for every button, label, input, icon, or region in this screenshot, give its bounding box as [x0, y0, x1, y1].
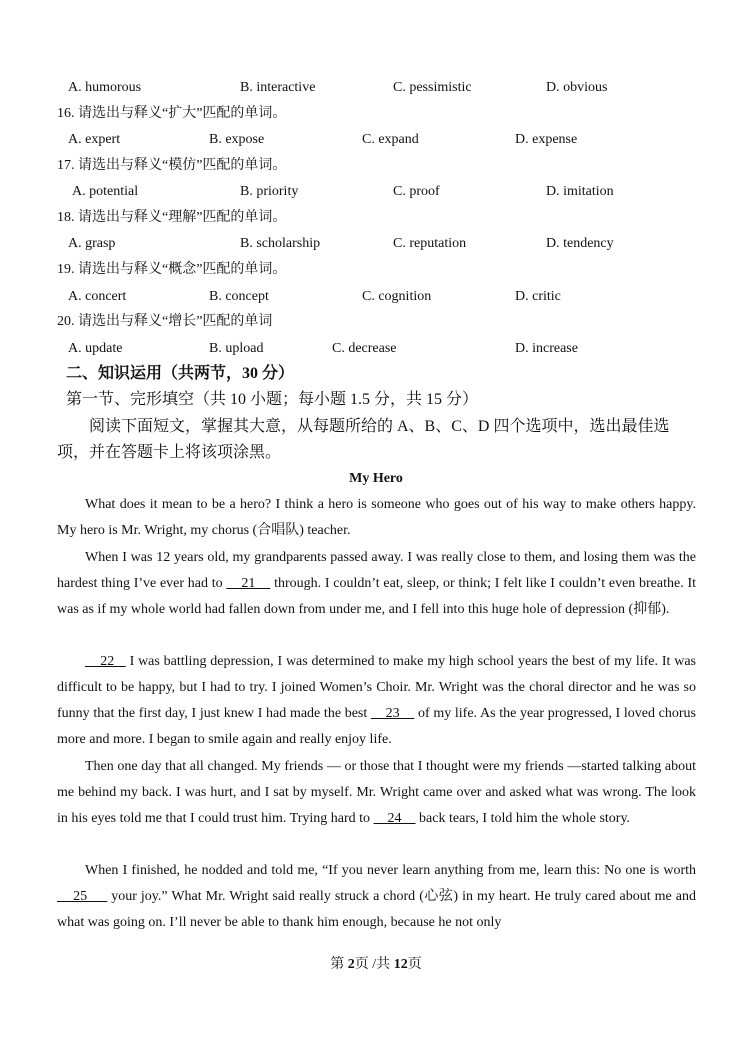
q18-option-a: A. grasp: [68, 236, 116, 251]
footer-middle: 页 /共: [354, 957, 394, 972]
q17-stem: 17. 请选出与释义“模仿”匹配的单词。: [57, 158, 287, 173]
page-footer: [0, 956, 752, 974]
q20-option-d: D. increase: [515, 341, 578, 356]
q19-option-d: D. critic: [515, 289, 561, 304]
section-heading: 二、知识运用（共两节，30 分）: [66, 365, 295, 382]
q18-stem: 18. 请选出与释义“理解”匹配的单词。: [57, 210, 287, 225]
blank-25: 25: [57, 889, 108, 904]
paragraph-text: Then one day that all changed. My friends — or those that I thought were my friends —started talking about me behind my back. I was hurt, and I sat by myself. Mr. Wright came over and asked what was wrong. The look in his eyes told me that I could trust him. Trying hard to: [57, 759, 696, 826]
paragraph-text: back tears, I told him the whole story.: [415, 811, 631, 826]
passage-paragraph-5: [57, 858, 696, 936]
q16-option-b: B. expose: [209, 132, 265, 147]
passage-paragraph-1: What does it mean to be a hero? I think a hero is someone who goes out of his way to make others happy. My hero is Mr. Wright, my chorus (合唱队) teacher.: [57, 497, 696, 538]
q15-option-c: C. pessimistic: [393, 80, 472, 95]
footer-total-pages: 12: [393, 957, 408, 972]
q18-option-c: C. reputation: [393, 236, 467, 251]
q20-option-b: B. upload: [209, 341, 264, 356]
footer-prefix: 第: [330, 957, 348, 972]
q16-option-c: C. expand: [362, 132, 419, 147]
q19-option-c: C. cognition: [362, 289, 432, 304]
q17-option-d: D. imitation: [546, 184, 614, 199]
q16-option-d: D. expense: [515, 132, 578, 147]
part-one-heading: 第一节、完形填空（共 10 小题；每小题 1.5 分，共 15 分）: [66, 391, 479, 408]
paragraph-text: I was battling depression, I was determined to make my high school years the best of my life. It was difficult to be happy, but I had to try. I joined Women’s Choir. Mr. Wright was the choral director and he was so funny that the first day, I just knew I had made the best: [57, 654, 696, 721]
cloze-instructions: 阅读下面短文，掌握其大意，从每题所给的 A、B、C、D 四个选项中，选出最佳选项，并在答题卡上将该项涂黑。: [57, 418, 670, 461]
q20-stem: 20. 请选出与释义“增长”匹配的单词: [57, 314, 273, 329]
blank-21: 21: [226, 576, 271, 591]
q16-stem: 16. 请选出与释义“扩大”匹配的单词。: [57, 106, 287, 121]
paragraph-text: When I finished, he nodded and told me, “If you never learn anything from me, learn this: No one is worth: [85, 863, 696, 878]
paragraph-text: of my life. As the year progressed, I loved chorus more and more. I began to smile again and really enjoy life.: [57, 706, 696, 747]
q18-option-b: B. scholarship: [240, 236, 321, 251]
q20-option-c: C. decrease: [332, 341, 397, 356]
passage-paragraph-4: [57, 754, 696, 832]
passage-paragraph-2: [57, 545, 696, 623]
q19-option-b: B. concept: [209, 289, 269, 304]
footer-page-number: 2: [347, 957, 355, 972]
paragraph-text: your joy.” What Mr. Wright said really struck a chord (心弦) in my heart. He truly cared about me and what was going on. I’ll never be able to thank him enough, because he not only: [57, 889, 696, 930]
q15-option-d: D. obvious: [546, 80, 608, 95]
q19-option-a: A. concert: [68, 289, 127, 304]
q17-option-b: B. priority: [240, 184, 299, 199]
q20-option-a: A. update: [68, 341, 123, 356]
blank-22: 22: [85, 654, 126, 669]
q15-option-b: B. interactive: [240, 80, 316, 95]
q15-option-a: A. humorous: [68, 80, 142, 95]
paragraph-text: When I was 12 years old, my grandparents passed away. I was really close to them, and losing them was the hardest thing I’ve ever had to: [57, 550, 696, 591]
passage-title: My Hero: [349, 471, 403, 486]
q17-option-a: A. potential: [72, 184, 139, 199]
passage-paragraph-3: [57, 649, 696, 753]
q17-option-c: C. proof: [393, 184, 440, 199]
blank-24: 24: [373, 811, 416, 826]
footer-suffix: 页: [407, 957, 422, 972]
q18-option-d: D. tendency: [546, 236, 614, 251]
blank-23: 23: [370, 706, 415, 721]
paragraph-text: through. I couldn’t eat, sleep, or think; I felt like I couldn’t even breathe. It was as if my whole world had fallen down from under me, and I fell into this huge hole of depression (抑郁).: [57, 576, 697, 617]
q16-option-a: A. expert: [68, 132, 121, 147]
q19-stem: 19. 请选出与释义“概念”匹配的单词。: [57, 262, 287, 277]
